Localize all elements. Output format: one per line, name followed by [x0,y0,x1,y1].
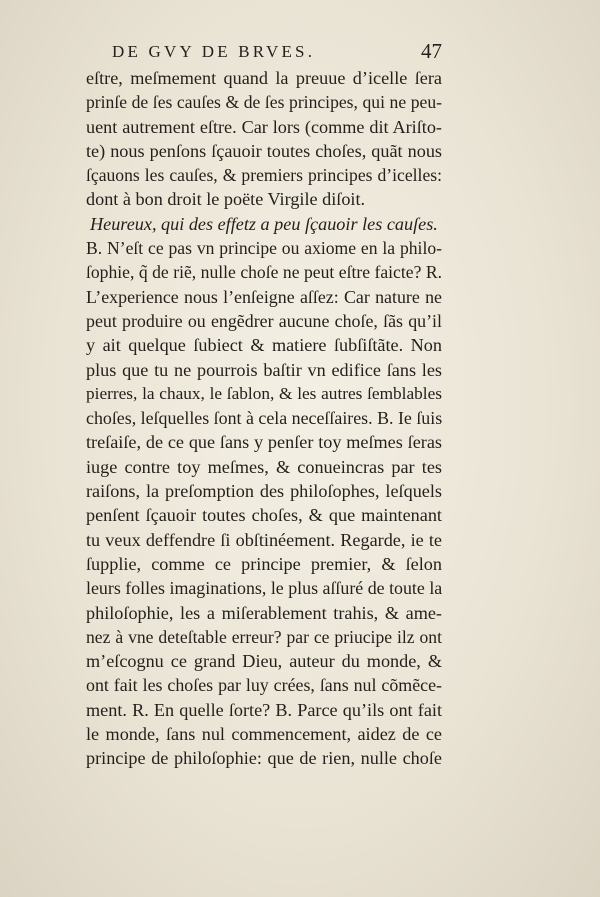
text-line: eſtre, meſmement quand la preuue d’icelle ſera [86,68,442,88]
text-line: plus que tu ne pourrois baſtir vn edifice ſans les [86,359,442,380]
text-line: principe de philoſophie: que de rien, nulle choſe [86,748,442,769]
text-line: raiſons, la preſomption des philoſophes, leſquels [86,481,442,502]
text-line: ſçauons les cauſes, & premiers principes d’icelles: [86,165,442,186]
page-number: 47 [421,39,442,63]
text-line: m’eſcognu ce grand Dieu, auteur du monde, & [86,651,442,672]
text-line: ſophie, q̃ de riẽ, nulle choſe ne peut eſtre faicte? R. [86,262,442,283]
text-line: ment. R. En quelle ſorte? B. Parce qu’ils ont fait [86,699,442,720]
text-line: choſes, leſquelles ſont à cela neceſſaires. B. Ie ſuis [86,408,443,429]
running-title: DE GVY DE BRVES. [112,42,316,61]
text-line: prinſe de ſes cauſes & de ſes principes, qui ne peu- [86,92,442,113]
text-line: peut produire ou engẽdrer aucune choſe, ſãs qu’il [86,310,442,331]
text-line: leurs folles imaginations, le plus aſſuré de toute la [86,578,443,599]
text-line: dont à bon droit le poëte Virgile diſoit. [86,189,366,210]
text-line: uent autrement eſtre. Car lors (comme dit Ariſto- [86,116,442,137]
text-line: tu veux deffendre ſi obſtinéement. Regarde, ie te [86,529,442,550]
text-line: pierres, la chaux, le ſablon, & les autres ſemblables [86,383,442,403]
body-text [86,66,442,771]
text-line: ſupplie, comme ce principe premier, & ſelon [86,553,442,574]
text-line: B. N’eſt ce pas vn principe ou axiome en la philo- [86,238,442,259]
text-line: y ait quelque ſubiect & matiere ſubſiſtãte. Non [86,335,442,356]
text-line: ont fait les choſes par luy crées, ſans nul cõmẽce- [86,675,442,696]
text-line: te) nous penſons ſçauoir toutes choſes, quãt nous [86,140,442,161]
text-line: iuge contre toy meſmes, & conueincras par tes [86,456,442,477]
verse-quotation: Heureux, qui des effetz a peu ſçauoir les cauſes. [90,213,438,234]
text-line: nez à vne deteſtable erreur? par ce priucipe ilz ont [86,626,442,647]
text-line: treſaiſe, de ce que ſans y penſer toy meſmes ſeras [86,432,442,453]
text-line: philoſophie, les a miſerablement trahis, & ame- [86,602,442,623]
text-line: L’experience nous l’enſeigne aſſez: Car nature ne [86,286,442,307]
text-line: penſent ſçauoir toutes choſes, & que maintenant [86,505,442,526]
text-line: le monde, ſans nul commencement, aidez de ce [86,724,442,745]
